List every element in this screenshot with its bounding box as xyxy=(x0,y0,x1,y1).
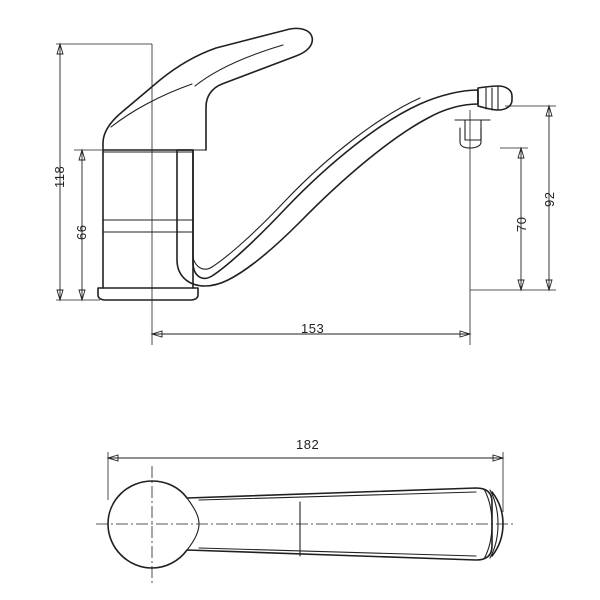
dimension-label-153: 153 xyxy=(301,321,325,336)
lever-handle-outline xyxy=(103,28,312,150)
dimension-label-182: 182 xyxy=(296,437,320,452)
faucet-base-outline xyxy=(98,288,198,300)
dimension-label-66: 66 xyxy=(74,224,89,240)
aerator-neck xyxy=(465,120,481,140)
dimension-label-118: 118 xyxy=(52,165,67,188)
dimension-label-92: 92 xyxy=(542,191,557,207)
spout-outline xyxy=(177,90,478,286)
aerator-neck-outline xyxy=(460,128,481,148)
dimension-label-70: 70 xyxy=(514,216,529,232)
faucet-body-outline xyxy=(103,150,193,288)
lever-under-line xyxy=(111,84,192,127)
top-view xyxy=(96,452,516,584)
side-elevation-view xyxy=(56,28,556,345)
